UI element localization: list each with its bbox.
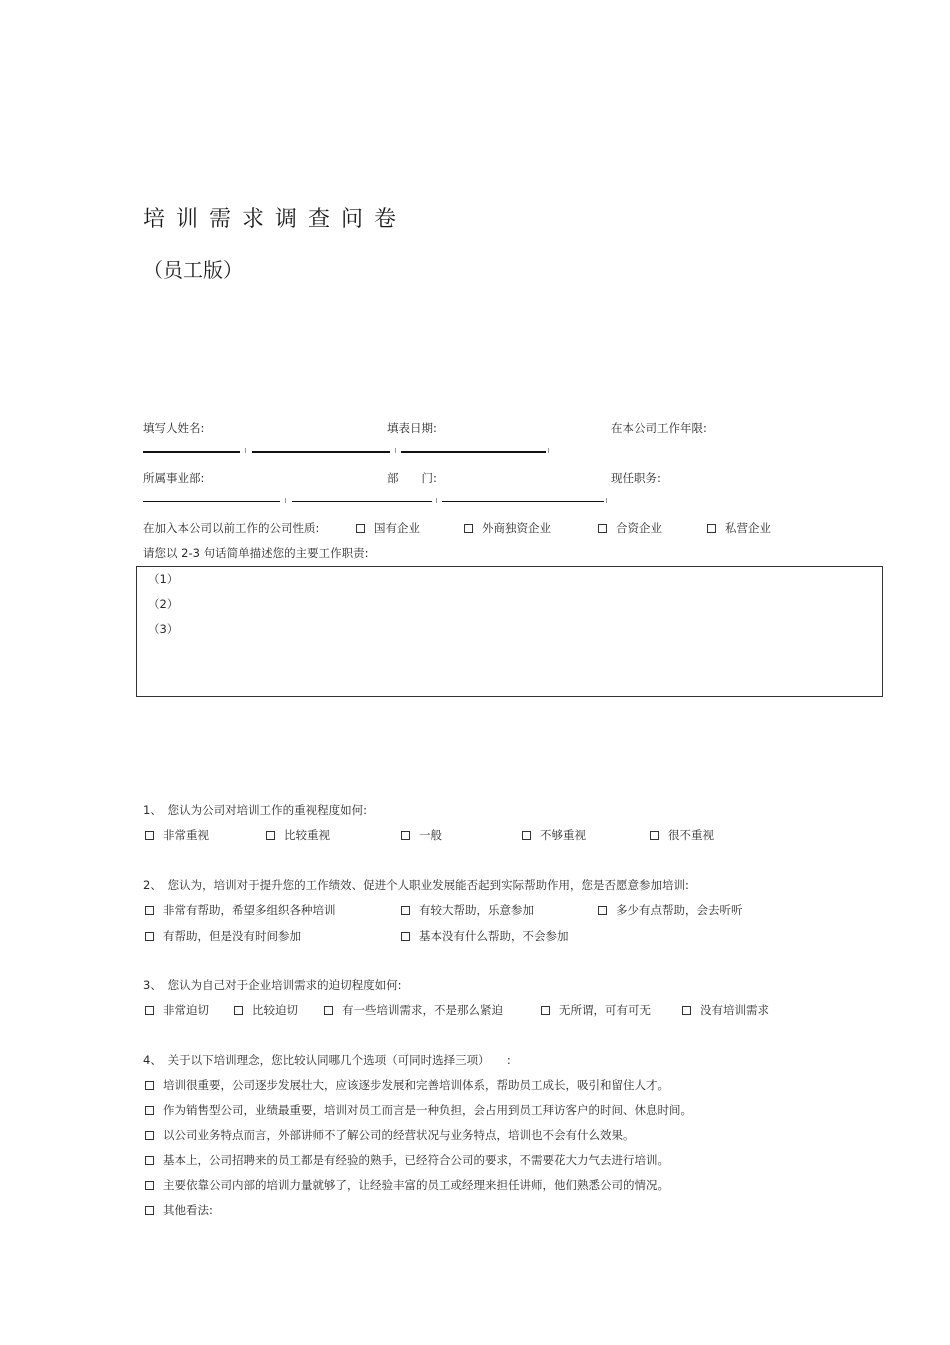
q4-option[interactable]: 主要依靠公司内部的培训力量就够了，让经验丰富的员工或经理来担任讲师，他们熟悉公司的情况。	[145, 1177, 669, 1193]
department-label: 部 门:	[387, 471, 437, 485]
duties-prompt: 请您以 2-3 句话简单描述您的主要工作职责:	[143, 546, 369, 560]
checkbox-icon[interactable]	[650, 831, 659, 840]
checkbox-icon[interactable]	[145, 831, 154, 840]
q3-option[interactable]: 非常迫切	[145, 1002, 209, 1018]
checkbox-icon[interactable]	[145, 1106, 154, 1115]
divider-tick	[436, 498, 437, 503]
q3-option[interactable]: 比较迫切	[234, 1002, 298, 1018]
checkbox-icon[interactable]	[401, 906, 410, 915]
checkbox-icon[interactable]	[522, 831, 531, 840]
checkbox-icon[interactable]	[145, 1006, 154, 1015]
checkbox-icon[interactable]	[145, 1181, 154, 1190]
q4-option[interactable]: 培训很重要，公司逐步发展壮大，应该逐步发展和完善培训体系，帮助员工成长，吸引和留住人才。	[145, 1077, 669, 1093]
department-field-line[interactable]	[292, 501, 432, 502]
name-field-line-2[interactable]	[252, 451, 390, 453]
q1-option[interactable]: 非常重视	[145, 827, 209, 843]
checkbox-icon[interactable]	[682, 1006, 691, 1015]
checkbox-icon[interactable]	[401, 831, 410, 840]
tenure-label: 在本公司工作年限:	[611, 421, 707, 435]
duty-item-2: （2）	[148, 597, 179, 611]
date-label: 填表日期:	[387, 421, 437, 435]
company-type-option[interactable]: 合资企业	[598, 520, 662, 536]
page-subtitle: （员工版）	[143, 258, 243, 282]
q3-option[interactable]: 有一些培训需求，不是那么紧迫	[324, 1002, 503, 1018]
checkbox-icon[interactable]	[598, 906, 607, 915]
q2-option[interactable]: 基本没有什么帮助，不会参加	[401, 928, 569, 944]
q1-option[interactable]: 比较重视	[266, 827, 330, 843]
question-1-text: 1、 您认为公司对培训工作的重视程度如何:	[143, 803, 367, 817]
q4-option-other[interactable]: 其他看法:	[145, 1202, 213, 1218]
checkbox-icon[interactable]	[707, 524, 716, 533]
checkbox-icon[interactable]	[234, 1006, 243, 1015]
q4-option[interactable]: 基本上，公司招聘来的员工都是有经验的熟手，已经符合公司的要求，不需要花大力气去进行培训。	[145, 1152, 669, 1168]
divider-tick	[395, 448, 396, 453]
question-3-text: 3、 您认为自己对于企业培训需求的迫切程度如何:	[143, 978, 402, 992]
question-4-text: 4、 关于以下培训理念，您比较认同哪几个选项（可同时选择三项） :	[143, 1053, 511, 1067]
checkbox-icon[interactable]	[464, 524, 473, 533]
checkbox-icon[interactable]	[145, 1131, 154, 1140]
q4-option[interactable]: 作为销售型公司，业绩最重要，培训对员工而言是一种负担，会占用到员工拜访客户的时间、休息时间。	[145, 1102, 692, 1118]
position-label: 现任职务:	[611, 471, 661, 485]
company-type-option[interactable]: 私营企业	[707, 520, 771, 536]
checkbox-icon[interactable]	[145, 1206, 154, 1215]
name-label: 填写人姓名:	[143, 421, 205, 435]
prior-company-label: 在加入本公司以前工作的公司性质:	[143, 521, 320, 535]
divider-tick	[245, 448, 246, 453]
checkbox-icon[interactable]	[598, 524, 607, 533]
duty-item-1: （1）	[148, 572, 179, 586]
checkbox-icon[interactable]	[145, 906, 154, 915]
q2-option[interactable]: 有帮助，但是没有时间参加	[145, 928, 301, 944]
q2-option[interactable]: 有较大帮助，乐意参加	[401, 902, 534, 918]
checkbox-icon[interactable]	[145, 1081, 154, 1090]
divider-tick	[285, 498, 286, 503]
company-type-option[interactable]: 国有企业	[356, 520, 420, 536]
division-field-line[interactable]	[143, 501, 280, 502]
checkbox-icon[interactable]	[324, 1006, 333, 1015]
division-label: 所属事业部:	[143, 471, 205, 485]
q3-option[interactable]: 无所谓，可有可无	[541, 1002, 651, 1018]
position-field-line[interactable]	[442, 501, 604, 502]
checkbox-icon[interactable]	[401, 932, 410, 941]
q1-option[interactable]: 很不重视	[650, 827, 714, 843]
checkbox-icon[interactable]	[266, 831, 275, 840]
duty-item-3: （3）	[148, 622, 179, 636]
company-type-option[interactable]: 外商独资企业	[464, 520, 551, 536]
q2-option[interactable]: 多少有点帮助，会去听听	[598, 902, 743, 918]
q1-option[interactable]: 不够重视	[522, 827, 586, 843]
q1-option[interactable]: 一般	[401, 827, 442, 843]
checkbox-icon[interactable]	[356, 524, 365, 533]
checkbox-icon[interactable]	[145, 932, 154, 941]
checkbox-icon[interactable]	[541, 1006, 550, 1015]
q3-option[interactable]: 没有培训需求	[682, 1002, 769, 1018]
question-2-text: 2、 您认为，培训对于提升您的工作绩效、促进个人职业发展能否起到实际帮助作用，您是否愿意参加培训:	[143, 878, 689, 892]
q2-option[interactable]: 非常有帮助，希望多组织各种培训	[145, 902, 336, 918]
date-field-line[interactable]	[401, 451, 546, 453]
q4-option[interactable]: 以公司业务特点而言，外部讲师不了解公司的经营状况与业务特点，培训也不会有什么效果。	[145, 1127, 635, 1143]
divider-tick	[548, 448, 549, 453]
page-title: 培训需求调查问卷	[143, 207, 408, 232]
checkbox-icon[interactable]	[145, 1156, 154, 1165]
duties-textbox[interactable]	[136, 566, 883, 697]
divider-tick	[606, 498, 607, 503]
name-field-line[interactable]	[143, 451, 240, 453]
